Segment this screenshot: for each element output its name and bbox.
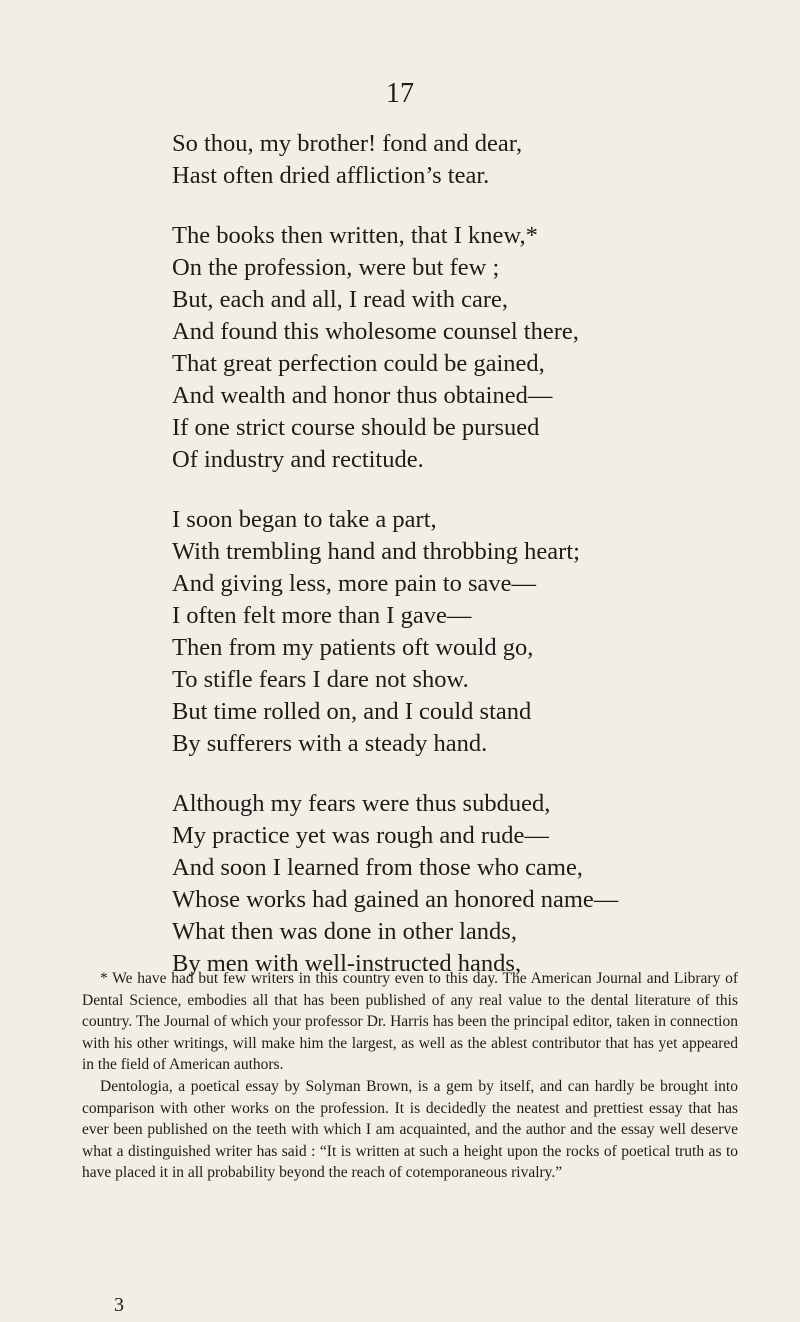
poem-line: And found this wholesome counsel there, xyxy=(172,318,579,345)
poem-line: And wealth and honor thus obtained— xyxy=(172,382,553,409)
poem-line: Whose works had gained an honored name— xyxy=(172,886,619,913)
footnote: * We have had but few writers in this country even to this day. The American Journal and Library of Dental Science, embodies all that has been published of any real value to the dental literature of this country. The Journal of which your professor Dr. Harris has been the principal editor, taken in connection with his other writings, will make him the largest, as well as the ablest contributor that has yet appeared in the field of American authors. xyxy=(82,970,738,1074)
poem-line: If one strict course should be pursued xyxy=(172,414,540,441)
poem-line: The books then written, that I knew,* xyxy=(172,222,538,249)
signature-mark: 3 xyxy=(114,1294,124,1316)
poem-line: Of industry and rectitude. xyxy=(172,446,424,473)
poem-line: Hast often dried affliction’s tear. xyxy=(172,162,490,189)
footnote: Dentologia, a poetical essay by Solyman Brown, is a gem by itself, and can hardly be brought into comparison with other works on the profession. It is decidedly the neatest and prettiest essay that has ever been published on the teeth with which I am acquainted, and the author and the essay well deserve what a distinguished writer has said : “It is written at such a height upon the rocks of poetical truth as to have placed it in all probability beyond the reach of cotemporaneous rivalry.” xyxy=(82,1077,738,1182)
stanza-3 xyxy=(172,504,732,760)
poem-line: What then was done in other lands, xyxy=(172,918,517,945)
poem-line: And giving less, more pain to save— xyxy=(172,570,537,597)
poem-line: On the profession, were but few ; xyxy=(172,254,500,281)
poem-line: Although my fears were thus subdued, xyxy=(172,790,551,817)
stanza-2 xyxy=(172,220,732,476)
poem-line: So thou, my brother! fond and dear, xyxy=(172,130,523,157)
poem-line: That great perfection could be gained, xyxy=(172,350,545,377)
poem-line: By sufferers with a steady hand. xyxy=(172,730,488,757)
poem-line: Then from my patients oft would go, xyxy=(172,634,534,661)
poem-line: By men with well-instructed hands, xyxy=(172,950,522,977)
poem-line: And soon I learned from those who came, xyxy=(172,854,583,881)
poem-line: But time rolled on, and I could stand xyxy=(172,698,532,725)
poem-line: My practice yet was rough and rude— xyxy=(172,822,549,849)
poem xyxy=(172,128,732,1008)
page-number: 17 xyxy=(386,78,414,109)
poem-line: With trembling hand and throbbing heart; xyxy=(172,538,580,565)
poem-line: I soon began to take a part, xyxy=(172,506,437,533)
poem-line: To stifle fears I dare not show. xyxy=(172,666,469,693)
stanza-4 xyxy=(172,788,732,980)
poem-line: But, each and all, I read with care, xyxy=(172,286,509,313)
footnotes xyxy=(82,968,738,1184)
poem-line: I often felt more than I gave— xyxy=(172,602,472,629)
stanza-1 xyxy=(172,128,732,192)
